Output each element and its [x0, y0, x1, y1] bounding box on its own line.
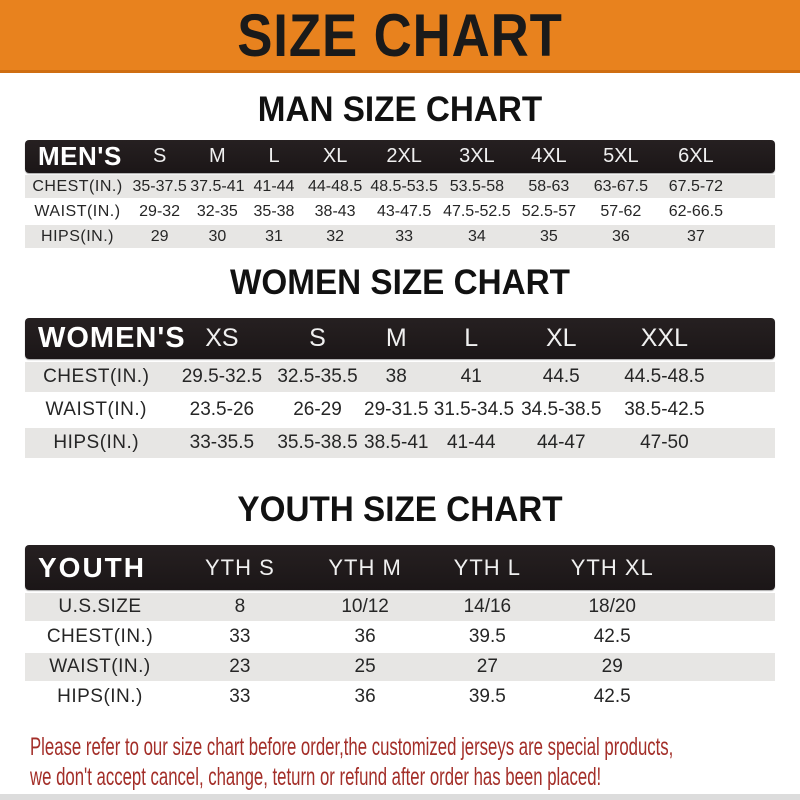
size-cell: 29-32	[139, 202, 181, 220]
row-label: HIPS(IN.)	[57, 686, 143, 707]
column-header: 2XL	[386, 145, 422, 167]
women-section-title: WOMEN SIZE CHART	[230, 263, 570, 302]
size-cell: 29	[601, 656, 623, 677]
size-cell: 8	[234, 596, 246, 617]
row-label: HIPS(IN.)	[53, 432, 140, 453]
column-header: 6XL	[678, 145, 714, 167]
column-header: XS	[205, 324, 239, 352]
table-row	[25, 395, 775, 425]
size-cell: 67.5-72	[668, 177, 723, 195]
table-header-row	[25, 140, 775, 173]
size-cell: 32.5-35.5	[277, 366, 358, 387]
column-header: L	[464, 324, 479, 352]
size-cell: 47-50	[640, 432, 689, 453]
notice-line-1: Please refer to our size chart before order,the customized jerseys are special products,	[30, 733, 674, 761]
row-label: HIPS(IN.)	[41, 227, 114, 245]
size-cell: 57-62	[600, 202, 642, 220]
column-header: YTH XL	[570, 554, 654, 580]
table-row	[25, 428, 775, 458]
size-cell: 25	[354, 656, 376, 677]
column-header: XXL	[640, 324, 688, 352]
page-title: SIZE CHART	[237, 1, 563, 69]
row-label: CHEST(IN.)	[46, 626, 154, 647]
size-cell: 38.5-41	[364, 432, 429, 453]
table-row	[25, 593, 775, 621]
size-cell: 10/12	[341, 596, 389, 617]
size-cell: 39.5	[468, 686, 506, 707]
size-cell: 31.5-34.5	[433, 399, 515, 420]
table-header-label: WOMEN'S	[38, 322, 186, 354]
size-cell: 44.5-48.5	[624, 366, 705, 387]
size-cell: 39.5	[468, 626, 506, 647]
size-cell: 36	[611, 227, 630, 245]
size-cell: 33	[395, 227, 414, 245]
size-cell: 36	[354, 626, 376, 647]
size-cell: 36	[354, 686, 376, 707]
footer-notice	[30, 732, 800, 792]
size-cell: 38.5-42.5	[624, 399, 705, 420]
table-header-label: YOUTH	[38, 551, 146, 583]
table-row	[25, 175, 775, 198]
size-cell: 48.5-53.5	[370, 177, 438, 195]
table-row	[25, 225, 775, 248]
table-header-row	[25, 318, 775, 359]
notice-line-2: we don't accept cancel, change, teturn or refund after order has been placed!	[30, 763, 602, 791]
row-label: WAIST(IN.)	[45, 399, 147, 420]
size-cell: 35.5-38.5	[277, 432, 358, 453]
column-header: L	[268, 145, 280, 167]
size-cell: 58-63	[528, 177, 570, 195]
column-header: S	[152, 145, 167, 167]
size-cell: 31	[265, 227, 283, 245]
column-header: M	[385, 324, 407, 352]
size-cell: 41-44	[253, 177, 295, 195]
size-cell: 52.5-57	[521, 202, 576, 220]
size-cell: 29	[150, 227, 169, 245]
column-header: YTH L	[453, 554, 522, 580]
size-cell: 18/20	[588, 596, 636, 617]
size-cell: 37	[686, 227, 705, 245]
column-header: YTH M	[328, 554, 402, 580]
section-women	[0, 265, 800, 458]
size-cell: 44.5	[542, 366, 580, 387]
page-banner	[0, 0, 800, 73]
men-size-table	[25, 140, 775, 248]
size-cell: 33	[229, 686, 251, 707]
size-cell: 23.5-26	[189, 399, 255, 420]
section-youth	[0, 492, 800, 711]
size-cell: 27	[476, 656, 498, 677]
size-cell: 62-66.5	[668, 202, 723, 220]
size-cell: 42.5	[593, 686, 631, 707]
row-label: WAIST(IN.)	[34, 202, 121, 220]
size-cell: 14/16	[463, 596, 512, 617]
table-header-label: MEN'S	[38, 141, 122, 171]
column-header: YTH S	[204, 554, 275, 580]
youth-section-title: YOUTH SIZE CHART	[237, 490, 563, 529]
row-label: WAIST(IN.)	[49, 656, 151, 677]
size-cell: 44-48.5	[307, 177, 363, 195]
size-cell: 35-37.5	[132, 177, 187, 195]
section-men	[0, 90, 800, 248]
size-cell: 29.5-32.5	[181, 366, 263, 387]
size-cell: 33-35.5	[189, 432, 255, 453]
table-header-row	[25, 545, 775, 590]
row-label: CHEST(IN.)	[43, 366, 150, 387]
size-cell: 23	[229, 656, 251, 677]
table-row	[25, 683, 775, 711]
size-cell: 63-67.5	[593, 177, 648, 195]
men-section-title: MAN SIZE CHART	[257, 90, 543, 129]
size-cell: 43-47.5	[376, 202, 432, 220]
column-header: XL	[322, 145, 348, 167]
size-cell: 32-35	[196, 202, 238, 220]
size-cell: 35	[539, 227, 558, 245]
size-cell: 53.5-58	[449, 177, 504, 195]
size-cell: 35-38	[253, 202, 295, 220]
table-row	[25, 200, 775, 223]
size-cell: 38-43	[314, 202, 356, 220]
column-header: 4XL	[531, 145, 567, 167]
size-cell: 38	[385, 366, 407, 387]
table-row	[25, 362, 775, 392]
size-cell: 41	[460, 366, 482, 387]
size-cell: 26-29	[293, 399, 342, 420]
column-header: 5XL	[603, 145, 639, 167]
size-cell: 34.5-38.5	[521, 399, 602, 420]
size-cell: 37.5-41	[190, 177, 245, 195]
youth-size-table	[25, 545, 775, 711]
size-chart-content	[0, 90, 800, 711]
size-cell: 29-31.5	[364, 399, 429, 420]
size-cell: 32	[326, 227, 345, 245]
column-header: XL	[545, 324, 577, 352]
column-header: S	[309, 324, 326, 352]
table-row	[25, 653, 775, 681]
size-cell: 34	[467, 227, 486, 245]
women-size-table	[25, 318, 775, 458]
row-label: U.S.SIZE	[58, 596, 142, 617]
size-cell: 33	[229, 626, 251, 647]
table-row	[25, 623, 775, 651]
bottom-edge-strip	[0, 794, 800, 800]
row-label: CHEST(IN.)	[32, 177, 123, 195]
size-cell: 42.5	[593, 626, 631, 647]
size-cell: 41-44	[446, 432, 496, 453]
size-cell: 47.5-52.5	[443, 202, 511, 220]
column-header: M	[209, 145, 226, 167]
size-cell: 44-47	[536, 432, 586, 453]
size-cell: 30	[208, 227, 227, 245]
column-header: 3XL	[459, 145, 495, 167]
